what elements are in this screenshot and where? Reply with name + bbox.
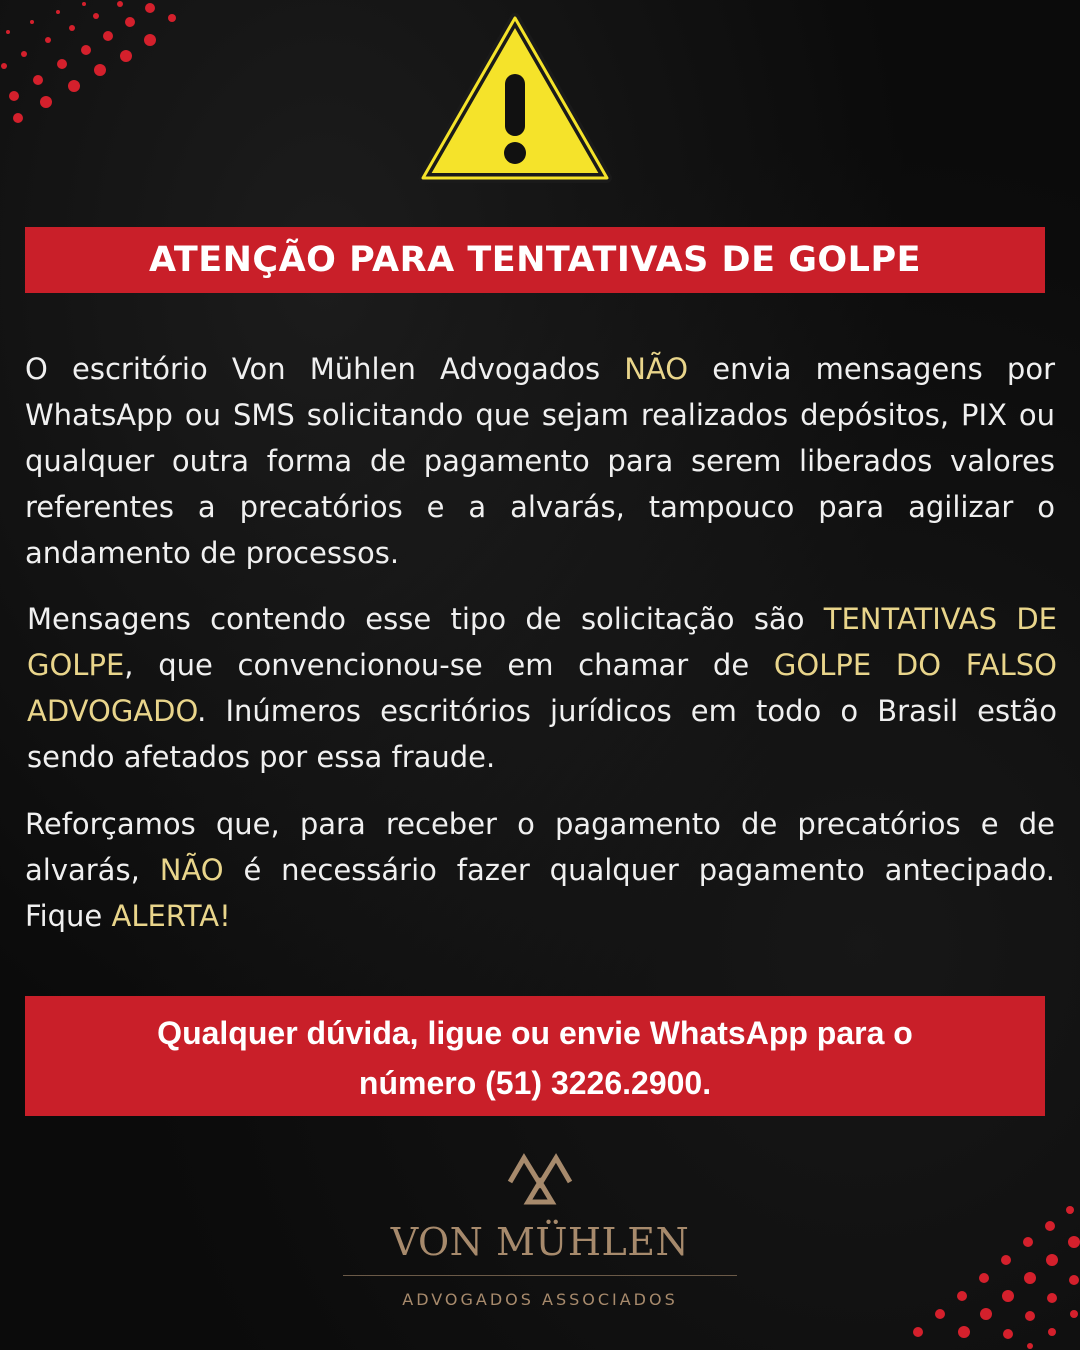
paragraph-3-highlight-2: ALERTA! — [111, 899, 231, 933]
law-firm-logo-mark — [506, 1152, 574, 1208]
paragraph-2-text-e: . Inúmeros escritórios jurídicos em todo o Brasil estão sendo afetados por essa fraude. — [27, 694, 1057, 774]
logo-divider — [343, 1275, 737, 1276]
decorative-dots-bottom-right — [880, 1190, 1080, 1350]
paragraph-1-highlight: NÃO — [624, 352, 689, 386]
paragraph-reinforcement — [25, 801, 1055, 939]
paragraph-2-text-a: Mensagens contendo esse tipo de solicitação são — [27, 602, 824, 636]
logo-name: VON MÜHLEN — [390, 1220, 690, 1264]
paragraph-3-text-a: Reforçamos que, para receber o pagamento de precatórios e de alvarás, — [25, 807, 1055, 887]
warning-triangle-icon — [415, 10, 615, 188]
paragraph-3-text-c: é necessário fazer qualquer pagamento antecipado. Fique — [25, 853, 1055, 933]
paragraph-notice — [25, 346, 1055, 576]
paragraph-scam-description — [27, 596, 1057, 780]
alert-banner — [25, 227, 1045, 293]
paragraph-2-highlight-1: TENTATIVAS DE GOLPE — [27, 602, 1057, 682]
paragraph-2-text-c: , que convencionou-se em chamar de — [124, 648, 774, 682]
contact-line-1: Qualquer dúvida, ligue ou envie WhatsApp para o — [157, 1015, 913, 1051]
contact-banner — [25, 996, 1045, 1116]
alert-banner-text: ATENÇÃO PARA TENTATIVAS DE GOLPE — [148, 240, 922, 280]
decorative-dots-top-left — [0, 0, 190, 140]
paragraph-3-highlight-1: NÃO — [159, 853, 224, 887]
paragraph-2-highlight-2: GOLPE DO FALSO ADVOGADO — [27, 648, 1058, 728]
paragraph-1-text-c: envia mensagens por WhatsApp ou SMS solicitando que sejam realizados depósitos, PIX ou qualquer outra forma de pagamento para serem liberados valores referentes a precatórios e a alvarás, tampouco para agilizar o andamento de processos. — [25, 352, 1055, 570]
paragraph-1-text-a: O escritório Von Mühlen Advogados — [25, 352, 625, 386]
logo-subtitle: ADVOGADOS ASSOCIADOS — [402, 1290, 678, 1309]
contact-line-2: número (51) 3226.2900. — [358, 1065, 712, 1101]
